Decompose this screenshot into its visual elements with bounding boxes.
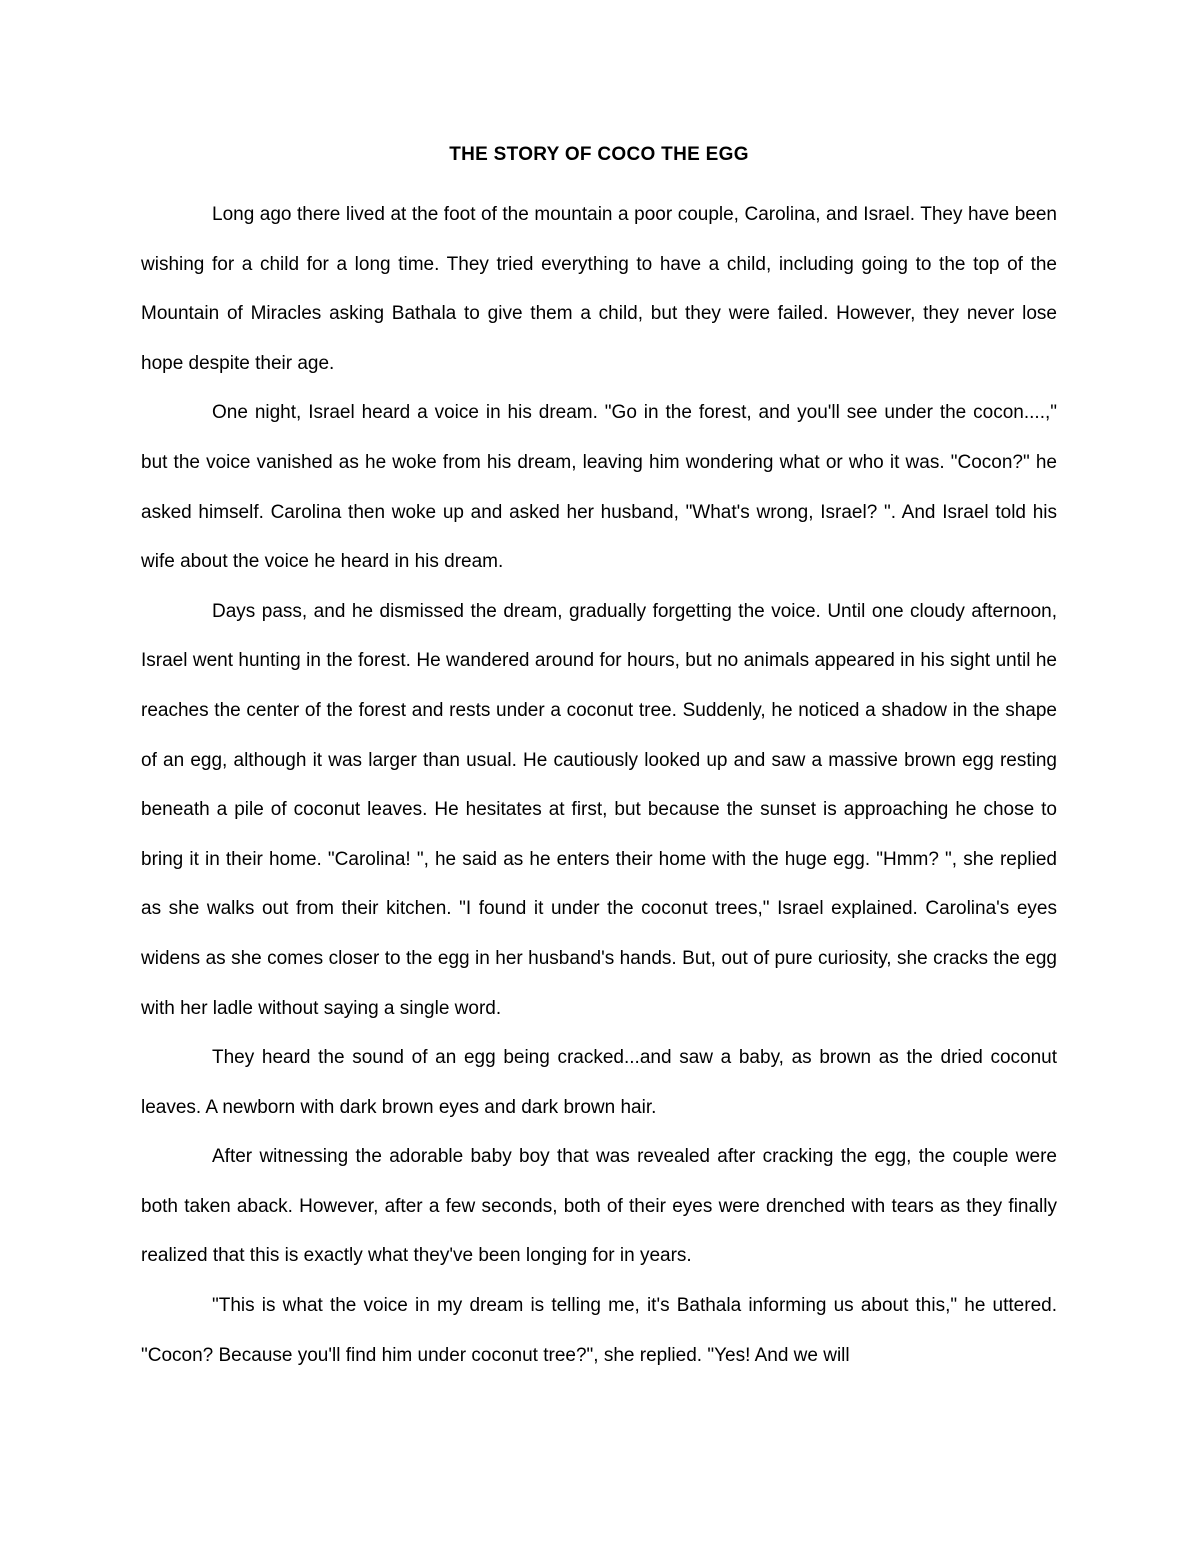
document-title: THE STORY OF COCO THE EGG xyxy=(449,144,749,165)
paragraph-5: After witnessing the adorable baby boy that was revealed after cracking the egg, the couple were both taken aback. However, after a few seconds, both of their eyes were drenched with tears as they finally realized that this is exactly what they've been longing for in years. xyxy=(141,1146,1057,1267)
paragraph-4: They heard the sound of an egg being cracked...and saw a baby, as brown as the dried coconut leaves. A newborn with dark brown eyes and dark brown hair. xyxy=(141,1047,1057,1118)
paragraph-1: Long ago there lived at the foot of the mountain a poor couple, Carolina, and Israel. They have been wishing for a child for a long time. They tried everything to have a child, including going to the top of the Mountain of Miracles asking Bathala to give them a child, but they were failed. However, they never lose hope despite their age. xyxy=(141,204,1057,374)
paragraph-6: "This is what the voice in my dream is telling me, it's Bathala informing us about this," he uttered. "Cocon? Because you'll find him under coconut tree?", she replied. "Yes! And we will xyxy=(141,1295,1057,1366)
document-page xyxy=(141,140,1057,1380)
paragraph-3: Days pass, and he dismissed the dream, gradually forgetting the voice. Until one cloudy afternoon, Israel went hunting in the forest. He wandered around for hours, but no animals appeared in his sight until he reaches the center of the forest and rests under a coconut tree. Suddenly, he noticed a shadow in the shape of an egg, although it was larger than usual. He cautiously looked up and saw a massive brown egg resting beneath a pile of coconut leaves. He hesitates at first, but because the sunset is approaching he chose to bring it in their home. "Carolina! ", he said as he enters their home with the huge egg. "Hmm? ", she replied as she walks out from their kitchen. "I found it under the coconut trees," Israel explained. Carolina's eyes widens as she comes closer to the egg in her husband's hands. But, out of pure curiosity, she cracks the egg with her ladle without saying a single word. xyxy=(141,600,1057,1019)
paragraph-2: One night, Israel heard a voice in his dream. "Go in the forest, and you'll see under the cocon....," but the voice vanished as he woke from his dream, leaving him wondering what or who it was. "Cocon?" he asked himself. Carolina then woke up and asked her husband, "What's wrong, Israel? ". And Israel told his wife about the voice he heard in his dream. xyxy=(141,402,1057,573)
